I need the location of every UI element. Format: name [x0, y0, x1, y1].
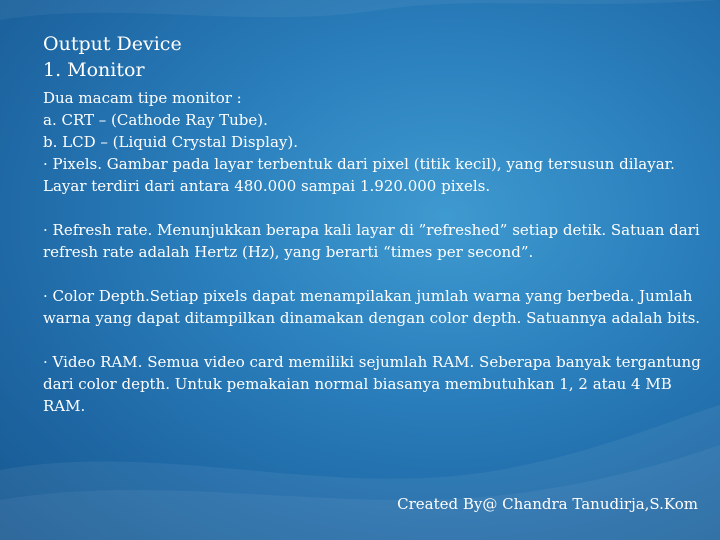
slide-title: Output Device [43, 33, 182, 55]
bullet-color-depth: · Color Depth.Setiap pixels dapat menampilakan jumlah warna yang berbeda. Jumlah warna yang dapat ditampilkan dinamakan dengan color depth. Satuannya adalah bits. [43, 287, 701, 327]
bullet-refresh-rate: · Refresh rate. Menunjukkan berapa kali layar di ”refreshed” setiap detik. Satuan dari refresh rate adalah Hertz (Hz), yang berarti “times per second”. [43, 221, 700, 261]
bullet-pixels: · Pixels. Gambar pada layar terbentuk dari pixel (titik kecil), yang tersusun dilayar. Layar terdiri dari antara 480.000 sampai 1.920.000 pixels. [43, 155, 675, 195]
monitor-type-crt: a. CRT – (Cathode Ray Tube). [43, 111, 268, 129]
author-credit: Created By@ Chandra Tanudirja,S.Kom [397, 495, 698, 513]
slide-content [43, 31, 703, 417]
bullet-video-ram: · Video RAM. Semua video card memiliki sejumlah RAM. Seberapa banyak tergantung dari color depth. Untuk pemakaian normal biasanya membutuhkan 1, 2 atau 4 MB RAM. [43, 353, 701, 415]
intro-text: Dua macam tipe monitor : [43, 89, 242, 107]
slide-subtitle: 1. Monitor [43, 59, 145, 81]
monitor-type-lcd: b. LCD – (Liquid Crystal Display). [43, 133, 298, 151]
